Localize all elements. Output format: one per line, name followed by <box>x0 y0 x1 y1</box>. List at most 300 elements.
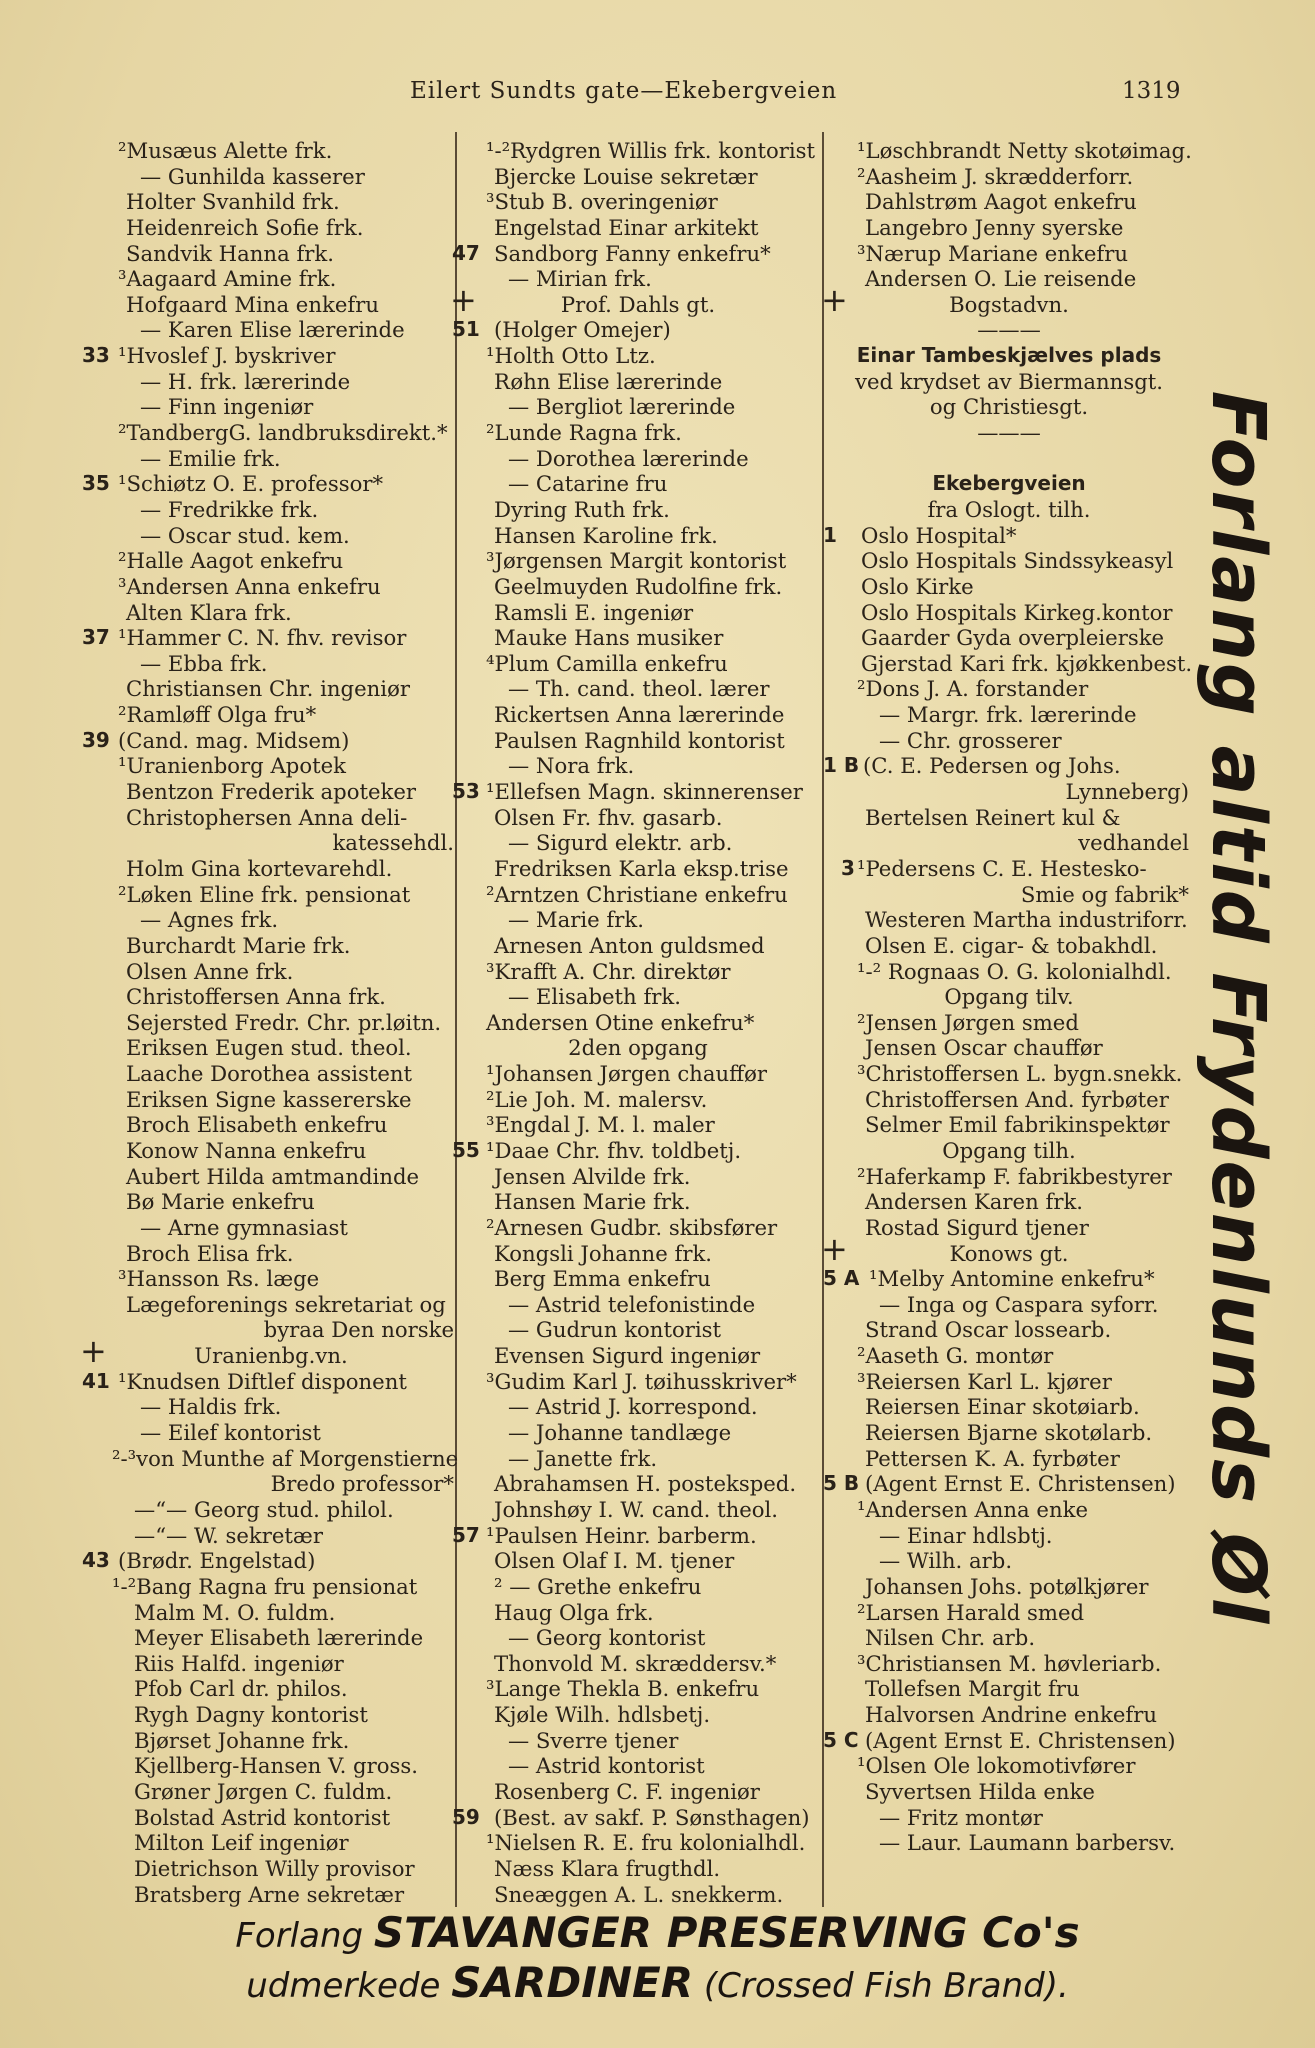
directory-entry <box>452 830 824 856</box>
entry-text: — Gunhilda kasserer <box>140 163 365 189</box>
entry-text: ²-³von Munthe af Morgenstierne <box>112 1445 459 1471</box>
entry-text: Westeren Martha industriforr. <box>865 907 1188 933</box>
directory-entry <box>452 1574 824 1600</box>
entry-text: Reiersen Bjarne skotølarb. <box>865 1420 1153 1446</box>
directory-entry <box>452 1856 824 1882</box>
entry-text: Gaarder Gyda overpleierske <box>861 625 1165 651</box>
directory-entry <box>82 1702 460 1728</box>
directory-entry <box>823 471 1195 497</box>
directory-entry <box>823 779 1195 805</box>
entry-text: — Nora frk. <box>508 753 635 779</box>
directory-entry <box>82 1548 460 1574</box>
house-number: 57 <box>452 1522 480 1547</box>
entry-text: Rickertsen Anna lærerinde <box>494 702 785 728</box>
house-number: 51 <box>452 317 480 342</box>
directory-entry <box>823 164 1195 190</box>
entry-text: Hansen Karoline frk. <box>494 522 718 548</box>
entry-continuation: vedhandel <box>1078 830 1189 856</box>
entry-text: — Johanne tandlæge <box>508 1420 732 1446</box>
directory-entry <box>452 676 824 702</box>
directory-entry <box>823 1394 1195 1420</box>
entry-text: — Inga og Caspara syforr. <box>879 1291 1159 1317</box>
entry-text: Johnshøy I. W. cand. theol. <box>494 1496 779 1522</box>
entry-text: Jensen Alvilde frk. <box>494 1163 691 1189</box>
entry-text: Pfob Carl dr. philos. <box>134 1676 348 1702</box>
directory-entry <box>82 1138 460 1164</box>
directory-entry <box>452 1753 824 1779</box>
centered-line: ——— <box>977 420 1041 446</box>
entry-text: — Astrid kontorist <box>508 1753 705 1779</box>
directory-entry <box>823 728 1195 754</box>
directory-entry <box>823 446 1195 472</box>
entry-text: Konow Nanna enkefru <box>126 1137 367 1163</box>
entry-text: ³Reiersen Karl L. kjører <box>857 1368 1112 1394</box>
directory-entry <box>823 1805 1195 1831</box>
entry-text: ¹Hvoslef J. byskriver <box>118 343 336 369</box>
directory-entry <box>823 1779 1195 1805</box>
directory-entry <box>452 600 824 626</box>
entry-text: — Einar hdlsbtj. <box>879 1522 1053 1548</box>
directory-entry <box>82 369 460 395</box>
directory-entry <box>823 984 1195 1010</box>
page-header <box>0 78 1315 112</box>
directory-column-3 <box>823 138 1195 1856</box>
directory-entry <box>823 1548 1195 1574</box>
entry-text: ¹Hammer C. N. fhv. revisor <box>118 625 407 651</box>
centered-line: Opgang tilv. <box>944 984 1074 1010</box>
entry-text: (Best. av sakf. P. Sønsthagen) <box>494 1804 810 1830</box>
directory-entry <box>452 856 824 882</box>
directory-entry <box>82 189 460 215</box>
directory-entry <box>452 1600 824 1626</box>
entry-text: Bø Marie enkefru <box>126 1189 315 1215</box>
entry-text: Gjerstad Kari frk. kjøkkenbest. <box>861 650 1193 676</box>
directory-entry <box>82 1035 460 1061</box>
directory-entry <box>452 1010 824 1036</box>
section-heading: Einar Tambeskjælves plads <box>856 343 1162 368</box>
directory-entry <box>452 343 824 369</box>
entry-text: Selmer Emil fabrikinspektør <box>865 1112 1170 1138</box>
directory-entry <box>823 1497 1195 1523</box>
entry-text: ³Engdal J. M. l. maler <box>486 1112 715 1138</box>
entry-text: Oslo Hospitals Kirkeg.kontor <box>861 599 1173 625</box>
directory-entry <box>452 1882 824 1908</box>
directory-entry <box>452 1523 824 1549</box>
directory-entry <box>452 394 824 420</box>
entry-text: ¹Schiøtz O. E. professor* <box>118 471 384 497</box>
entry-text: ²Lunde Ragna frk. <box>486 420 682 446</box>
directory-entry <box>82 1189 460 1215</box>
directory-entry <box>82 215 460 241</box>
entry-text: Olsen Olaf I. M. tjener <box>494 1548 735 1574</box>
house-number: 35 <box>82 471 110 496</box>
directory-entry <box>821 280 1195 319</box>
entry-text: Dyring Ruth frk. <box>494 496 670 522</box>
directory-entry <box>452 548 824 574</box>
directory-entry <box>823 1010 1195 1036</box>
entry-text: ¹Pedersens C. E. Hestesko- <box>857 855 1147 881</box>
entry-text: ²Musæus Alette frk. <box>118 138 333 163</box>
centered-line: 2den opgang <box>568 1035 708 1061</box>
directory-entry <box>452 1651 824 1677</box>
entry-text: Malm M. O. fuldm. <box>134 1599 336 1625</box>
entry-text: ² — Grethe enkefru <box>494 1573 702 1599</box>
entry-text: Broch Elisa frk. <box>126 1240 294 1266</box>
directory-entry <box>823 1830 1195 1856</box>
entry-text: Arnesen Anton guldsmed <box>494 932 765 958</box>
entry-text: —“— Georg stud. philol. <box>134 1496 394 1522</box>
entry-text: — Th. cand. theol. lærer <box>508 676 770 702</box>
entry-text: — Catarine fru <box>508 471 668 497</box>
directory-entry <box>823 548 1195 574</box>
directory-entry <box>82 1728 460 1754</box>
directory-entry <box>823 1343 1195 1369</box>
directory-entry <box>82 856 460 882</box>
entry-text: ²TandbergG. landbruksdirekt.* <box>118 420 448 446</box>
directory-entry <box>823 1753 1195 1779</box>
entry-text: — Laur. Laumann barbersv. <box>879 1830 1176 1856</box>
bottom-advertisement-line2 <box>0 1958 1315 2007</box>
directory-entry <box>823 651 1195 677</box>
directory-entry <box>82 907 460 933</box>
entry-text: ³Jørgensen Margit kontorist <box>486 548 787 574</box>
directory-entry <box>823 215 1195 241</box>
entry-text: Kjellberg-Hansen V. gross. <box>134 1753 418 1779</box>
directory-entry <box>82 984 460 1010</box>
directory-entry <box>823 933 1195 959</box>
entry-continuation: Bredo professor* <box>270 1471 454 1497</box>
directory-entry <box>823 1369 1195 1395</box>
entry-text: ²Arnesen Gudbr. skibsfører <box>486 1214 778 1240</box>
entry-text: ¹-² Rognaas O. G. kolonialhdl. <box>857 958 1172 984</box>
entry-text: Sandborg Fanny enkefru* <box>494 240 771 266</box>
directory-entry <box>452 1292 824 1318</box>
entry-text: Heidenreich Sofie frk. <box>126 214 364 240</box>
entry-text: Rosenberg C. F. ingeniør <box>494 1779 760 1804</box>
entry-text: ²Arntzen Christiane enkefru <box>486 881 788 907</box>
directory-entry <box>82 1112 460 1138</box>
centered-line: Konows gt. <box>949 1240 1069 1266</box>
directory-entry <box>452 1420 824 1446</box>
entry-text: Eriksen Eugen stud. theol. <box>126 1035 412 1061</box>
directory-entry <box>452 1164 824 1190</box>
directory-entry <box>82 805 460 831</box>
house-number: 39 <box>82 727 110 752</box>
entry-text: Grøner Jørgen C. fuldm. <box>134 1779 393 1804</box>
directory-entry <box>82 1676 460 1702</box>
entry-text: Oslo Kirke <box>861 573 974 599</box>
directory-entry <box>823 1215 1195 1241</box>
entry-text: ²Aasheim J. skrædderforr. <box>857 163 1134 189</box>
directory-entry <box>823 574 1195 600</box>
house-number: 1 B <box>823 753 860 778</box>
directory-entry <box>82 625 460 651</box>
directory-entry <box>452 651 824 677</box>
entry-text: ²Larsen Harald smed <box>857 1599 1085 1625</box>
directory-entry <box>823 1446 1195 1472</box>
directory-entry <box>452 1728 824 1754</box>
directory-entry <box>452 1497 824 1523</box>
directory-entry <box>823 189 1195 215</box>
entry-text: Andersen O. Lie reisende <box>865 266 1137 292</box>
directory-entry <box>823 625 1195 651</box>
directory-entry <box>452 1241 824 1267</box>
directory-entry <box>82 933 460 959</box>
entry-text: Reiersen Einar skotøiarb. <box>865 1394 1140 1420</box>
directory-entry <box>82 676 460 702</box>
directory-entry <box>452 959 824 985</box>
directory-entry <box>82 1394 460 1420</box>
directory-entry <box>82 420 460 446</box>
entry-text: (C. E. Pedersen og Johs. <box>863 753 1121 779</box>
entry-text: — Karen Elise lærerinde <box>140 317 405 343</box>
directory-entry <box>823 600 1195 626</box>
entry-text: — Fritz montør <box>879 1804 1043 1830</box>
entry-text: — Emilie frk. <box>140 445 281 471</box>
directory-entry <box>450 280 824 319</box>
entry-text: ³Lange Thekla B. enkefru <box>486 1676 760 1702</box>
entry-text: ¹Melby Antomine enkefru* <box>869 1266 1155 1292</box>
directory-entry <box>82 1420 460 1446</box>
directory-entry <box>823 1292 1195 1318</box>
entry-text: ³Hansson Rs. læge <box>118 1266 320 1292</box>
entry-text: ¹Johansen Jørgen chauffør <box>486 1061 768 1087</box>
directory-entry <box>82 1369 460 1395</box>
entry-text: ¹Uranienborg Apotek <box>118 753 346 779</box>
directory-entry <box>823 805 1195 831</box>
directory-entry <box>82 728 460 754</box>
entry-text: Bolstad Astrid kontorist <box>134 1804 391 1830</box>
page-number: 1319 <box>1122 78 1181 104</box>
directory-entry <box>82 753 460 779</box>
entry-text: — Wilh. arb. <box>879 1548 1013 1574</box>
entry-text: ⁴Plum Camilla enkefru <box>486 650 728 676</box>
entry-text: ¹Olsen Ole lokomotivfører <box>857 1753 1136 1779</box>
entry-text: ³Christiansen M. høvleriarb. <box>857 1650 1162 1676</box>
entry-text: Milton Leif ingeniør <box>134 1830 349 1856</box>
section-heading: Ekebergveien <box>932 471 1086 496</box>
entry-text: — Dorothea lærerinde <box>508 445 749 471</box>
entry-text: ¹Knudsen Diftlef disponent <box>118 1368 407 1394</box>
cross-street-marker: + <box>821 1229 848 1268</box>
directory-entry <box>823 497 1195 523</box>
entry-text: — Georg kontorist <box>508 1625 706 1651</box>
directory-entry <box>452 1805 824 1831</box>
directory-entry <box>823 1317 1195 1343</box>
entry-text: Abrahamsen H. posteksped. <box>494 1471 797 1497</box>
entry-text: Dietrichson Willy provisor <box>134 1855 415 1881</box>
entry-text: ¹Daae Chr. fhv. toldbetj. <box>486 1137 742 1163</box>
entry-text: ¹-²Rydgren Willis frk. kontorist <box>486 138 816 163</box>
entry-text: Christophersen Anna deli- <box>126 804 408 830</box>
directory-entry <box>452 317 824 343</box>
directory-entry <box>452 497 824 523</box>
entry-text: Næss Klara frugthdl. <box>494 1855 721 1881</box>
entry-text: ²Løken Eline frk. pensionat <box>118 881 411 907</box>
directory-entry <box>452 1471 824 1497</box>
directory-entry <box>82 1523 460 1549</box>
directory-entry <box>82 1574 460 1600</box>
entry-text: ³Nærup Mariane enkefru <box>857 240 1128 266</box>
directory-entry <box>823 369 1195 395</box>
entry-text: Engelstad Einar arkitekt <box>494 214 759 240</box>
directory-entry <box>452 1702 824 1728</box>
directory-entry <box>823 856 1195 882</box>
directory-entry <box>823 394 1195 420</box>
directory-entry <box>823 1625 1195 1651</box>
ad-brand: STAVANGER PRESERVING Co's <box>373 1908 1080 1957</box>
directory-entry <box>823 343 1195 369</box>
entry-text: Christiansen Chr. ingeniør <box>126 676 410 702</box>
directory-entry <box>452 882 824 908</box>
entry-text: ¹Paulsen Heinr. barberm. <box>486 1522 757 1548</box>
directory-entry <box>82 1266 460 1292</box>
entry-text: ³Gudim Karl J. tøihusskriver* <box>486 1368 797 1394</box>
entry-text: — Agnes frk. <box>140 907 279 933</box>
directory-entry <box>82 574 460 600</box>
directory-entry <box>82 1600 460 1626</box>
directory-entry <box>823 1266 1195 1292</box>
directory-entry <box>82 446 460 472</box>
directory-entry <box>452 1087 824 1113</box>
house-number: 53 <box>452 779 480 804</box>
entry-text: (Holger Omejer) <box>494 317 671 343</box>
directory-entry <box>82 1087 460 1113</box>
entry-text: Bertelsen Reinert kul & <box>865 804 1121 830</box>
directory-entry <box>452 446 824 472</box>
centered-line: Prof. Dahls gt. <box>560 291 716 317</box>
ad-text: (Crossed Fish Brand). <box>703 1966 1069 2006</box>
directory-entry <box>82 1882 460 1908</box>
entry-text: Evensen Sigurd ingeniør <box>494 1343 761 1369</box>
directory-entry <box>82 497 460 523</box>
entry-text: Andersen Karen frk. <box>865 1189 1084 1215</box>
directory-entry <box>452 1779 824 1805</box>
directory-entry <box>82 1779 460 1805</box>
directory-entry <box>82 1446 460 1472</box>
directory-entry <box>82 164 460 190</box>
directory-entry <box>823 523 1195 549</box>
directory-entry <box>821 1229 1195 1268</box>
entry-text: ³Aagaard Amine frk. <box>118 266 337 292</box>
directory-entry <box>823 830 1195 856</box>
entry-text: Rostad Sigurd tjener <box>865 1214 1089 1240</box>
house-number: 55 <box>452 1137 480 1162</box>
entry-text: — Astrid telefonistinde <box>508 1291 756 1317</box>
entry-text: Andersen Otine enkefru* <box>486 1009 755 1035</box>
directory-entry <box>823 1164 1195 1190</box>
directory-entry <box>452 164 824 190</box>
entry-text: Laache Dorothea assistent <box>126 1061 413 1087</box>
house-number: 37 <box>82 625 110 650</box>
directory-entry <box>452 1548 824 1574</box>
house-number: 3 <box>841 855 855 880</box>
directory-entry <box>452 933 824 959</box>
entry-text: — Chr. grosserer <box>879 727 1062 753</box>
directory-entry <box>452 189 824 215</box>
entry-text: Fredriksen Karla eksp.trise <box>494 855 789 881</box>
entry-text: Alten Klara frk. <box>126 599 292 625</box>
directory-entry <box>452 779 824 805</box>
side-ad-text: Forlang altid Frydenlunds Øl <box>1195 390 1281 1626</box>
entry-text: — Astrid J. korrespond. <box>508 1394 758 1420</box>
centered-line: og Christiesgt. <box>929 394 1089 420</box>
entry-text: Tollefsen Margit fru <box>865 1676 1080 1702</box>
directory-entry <box>823 266 1195 292</box>
directory-entry <box>823 1728 1195 1754</box>
directory-entry <box>823 1702 1195 1728</box>
centered-line: fra Oslogt. tilh. <box>927 496 1091 522</box>
bottom-advertisement-line1 <box>0 1908 1315 1957</box>
directory-entry <box>82 1625 460 1651</box>
directory-entry <box>452 728 824 754</box>
directory-entry <box>82 548 460 574</box>
entry-text: Olsen Fr. fhv. gasarb. <box>494 804 723 830</box>
entry-text: Oslo Hospitals Sindssykeasyl <box>861 548 1174 574</box>
entry-text: Berg Emma enkefru <box>494 1266 711 1292</box>
entry-text: (Agent Ernst E. Christensen) <box>865 1727 1176 1753</box>
entry-text: Hansen Marie frk. <box>494 1189 691 1215</box>
centered-line: Bogstadvn. <box>949 291 1069 317</box>
centered-line: ——— <box>977 317 1041 343</box>
entry-text: ¹Holth Otto Ltz. <box>486 343 656 369</box>
directory-entry <box>823 1676 1195 1702</box>
entry-text: Røhn Elise lærerinde <box>494 368 723 394</box>
directory-entry <box>452 215 824 241</box>
entry-text: Jensen Oscar chauffør <box>865 1035 1103 1061</box>
directory-entry <box>823 1112 1195 1138</box>
house-number: 33 <box>82 343 110 368</box>
directory-entry <box>82 1753 460 1779</box>
entry-text: ¹Løschbrandt Netty skotøimag. <box>857 138 1192 163</box>
entry-text: — Arne gymnasiast <box>140 1214 348 1240</box>
entry-text: Riis Halfd. ingeniør <box>134 1650 344 1676</box>
directory-entry <box>823 1574 1195 1600</box>
entry-text: Christoffersen And. fyrbøter <box>865 1086 1169 1112</box>
entry-text: Sandvik Hanna frk. <box>126 240 334 266</box>
directory-entry <box>82 394 460 420</box>
entry-text: Ramsli E. ingeniør <box>494 599 694 625</box>
directory-entry <box>823 1061 1195 1087</box>
directory-entry <box>452 1061 824 1087</box>
entry-text: Rygh Dagny kontorist <box>134 1702 368 1728</box>
directory-entry <box>452 1625 824 1651</box>
directory-entry <box>452 1676 824 1702</box>
directory-entry <box>452 574 824 600</box>
ad-brand: SARDINER <box>451 1958 694 2007</box>
entry-text: — Eilef kontorist <box>140 1420 321 1446</box>
directory-entry <box>823 882 1195 908</box>
entry-text: ²Ramløff Olga fru* <box>118 702 317 728</box>
directory-entry <box>452 1035 824 1061</box>
directory-entry <box>452 420 824 446</box>
directory-entry <box>823 702 1195 728</box>
directory-entry <box>823 1600 1195 1626</box>
house-number: 5 B <box>823 1471 860 1496</box>
entry-text: Holm Gina kortevarehdl. <box>126 855 393 881</box>
directory-entry <box>452 1112 824 1138</box>
directory-entry <box>452 1343 824 1369</box>
directory-entry <box>82 138 460 164</box>
house-number: 59 <box>452 1804 480 1829</box>
entry-text: ²Haferkamp F. fabrikbestyrer <box>857 1163 1172 1189</box>
directory-entry <box>452 1215 824 1241</box>
entry-text: Kongsli Johanne frk. <box>494 1240 713 1266</box>
directory-entry <box>82 1215 460 1241</box>
entry-text: Broch Elisabeth enkefru <box>126 1112 388 1138</box>
entry-text: — Marie frk. <box>508 907 644 933</box>
entry-text: ³Stub B. overingeniør <box>486 189 718 215</box>
